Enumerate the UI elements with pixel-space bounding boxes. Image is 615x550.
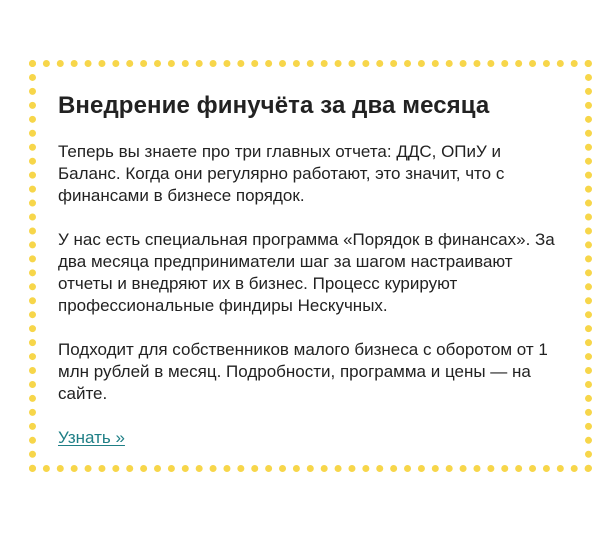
promo-title: Внедрение финучёта за два месяца [58,92,490,119]
learn-more-link[interactable]: Узнать » [58,428,125,447]
promo-paragraph-program: У нас есть специальная программа «Порядок в финансах». За два месяца предприниматели шаг за шагом настраивают отчеты и внедряют их в бизнес. Процесс курируют профессиональные финдиры Нескучных. [58,230,555,315]
promo-paragraph-reports: Теперь вы знаете про три главных отчета: ДДС, ОПиУ и Баланс. Когда они регулярно работают, это значит, что с финансами в бизнесе порядок. [58,142,505,205]
promo-paragraph-audience: Подходит для собственников малого бизнеса с оборотом от 1 млн рублей в месяц. Подробности, программа и цены — на сайте. [58,340,548,403]
promo-box [29,60,592,472]
